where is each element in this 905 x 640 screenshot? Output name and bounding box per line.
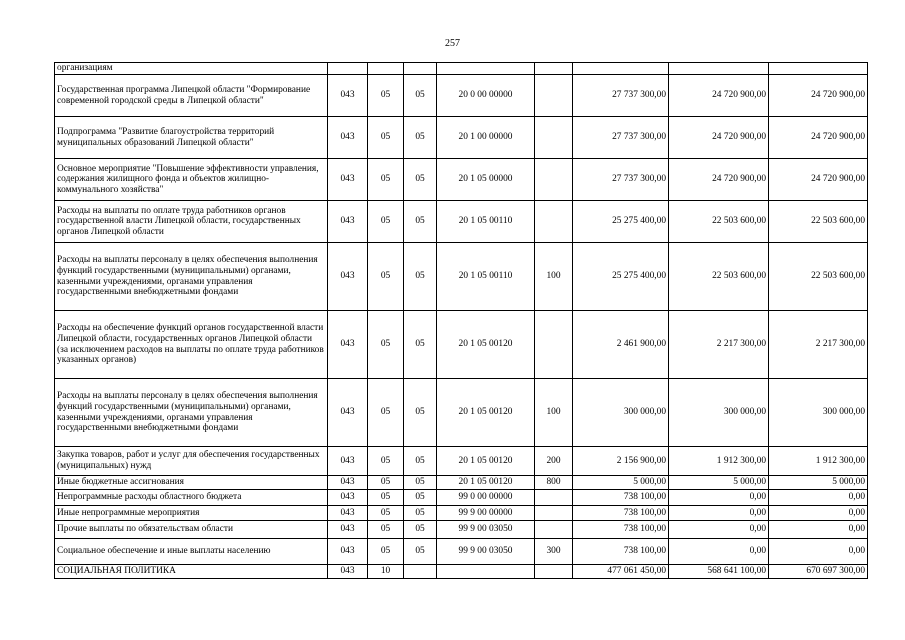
cell-admin-code: 043 bbox=[328, 379, 368, 447]
cell-section: 05 bbox=[368, 75, 404, 117]
cell-sum-year-1: 477 061 450,00 bbox=[573, 565, 669, 579]
cell-sum-year-2: 568 641 100,00 bbox=[669, 565, 769, 579]
cell-target-article: 20 1 05 00120 bbox=[437, 476, 535, 490]
cell-target-article: 20 1 05 00120 bbox=[437, 447, 535, 476]
cell-sum-year-2 bbox=[669, 63, 769, 75]
cell-admin-code: 043 bbox=[328, 311, 368, 379]
cell-section: 05 bbox=[368, 447, 404, 476]
cell-sum-year-1: 25 275 400,00 bbox=[573, 243, 669, 311]
cell-subsection: 05 bbox=[404, 490, 437, 506]
table-row bbox=[55, 565, 868, 579]
cell-name: Основное мероприятие "Повышение эффективности управления, содержания жилищного фонда и объектов жилищно-коммунального хозяйства" bbox=[55, 159, 328, 201]
cell-sum-year-1: 738 100,00 bbox=[573, 521, 669, 539]
cell-sum-year-3: 2 217 300,00 bbox=[769, 311, 868, 379]
cell-subsection: 05 bbox=[404, 159, 437, 201]
cell-name: Государственная программа Липецкой области "Формирование современной городской среды в Липецкой области" bbox=[55, 75, 328, 117]
cell-sum-year-1: 27 737 300,00 bbox=[573, 159, 669, 201]
table-row bbox=[55, 476, 868, 490]
cell-subsection: 05 bbox=[404, 201, 437, 243]
cell-subsection bbox=[404, 63, 437, 75]
cell-sum-year-2: 24 720 900,00 bbox=[669, 75, 769, 117]
cell-sum-year-1: 738 100,00 bbox=[573, 490, 669, 506]
cell-sum-year-2: 0,00 bbox=[669, 506, 769, 521]
table-row bbox=[55, 201, 868, 243]
cell-sum-year-3: 0,00 bbox=[769, 539, 868, 565]
cell-sum-year-3: 22 503 600,00 bbox=[769, 201, 868, 243]
cell-sum-year-3: 24 720 900,00 bbox=[769, 159, 868, 201]
cell-sum-year-1: 738 100,00 bbox=[573, 506, 669, 521]
cell-admin-code: 043 bbox=[328, 447, 368, 476]
cell-name: Прочие выплаты по обязательствам области bbox=[55, 521, 328, 539]
cell-subsection: 05 bbox=[404, 506, 437, 521]
cell-name: Расходы на обеспечение функций органов государственной власти Липецкой области, государственных органов Липецкой области (за исключением расходов на выплаты по оплате труда работников указанных органов) bbox=[55, 311, 328, 379]
cell-expense-type bbox=[535, 565, 573, 579]
cell-expense-type bbox=[535, 63, 573, 75]
table-row bbox=[55, 75, 868, 117]
cell-subsection: 05 bbox=[404, 476, 437, 490]
cell-section bbox=[368, 63, 404, 75]
cell-subsection: 05 bbox=[404, 75, 437, 117]
cell-expense-type bbox=[535, 506, 573, 521]
cell-name: Расходы на выплаты по оплате труда работников органов государственной власти Липецкой области, государственных органов Липецкой области bbox=[55, 201, 328, 243]
cell-sum-year-2: 300 000,00 bbox=[669, 379, 769, 447]
cell-expense-type bbox=[535, 490, 573, 506]
cell-admin-code: 043 bbox=[328, 521, 368, 539]
cell-target-article: 99 9 00 03050 bbox=[437, 521, 535, 539]
cell-sum-year-3: 0,00 bbox=[769, 521, 868, 539]
cell-target-article: 20 1 05 00110 bbox=[437, 243, 535, 311]
cell-subsection: 05 bbox=[404, 243, 437, 311]
cell-admin-code: 043 bbox=[328, 539, 368, 565]
cell-subsection: 05 bbox=[404, 447, 437, 476]
cell-target-article: 99 0 00 00000 bbox=[437, 490, 535, 506]
cell-subsection: 05 bbox=[404, 117, 437, 159]
cell-admin-code: 043 bbox=[328, 476, 368, 490]
cell-expense-type: 300 bbox=[535, 539, 573, 565]
cell-section: 05 bbox=[368, 159, 404, 201]
cell-sum-year-1: 2 156 900,00 bbox=[573, 447, 669, 476]
cell-expense-type bbox=[535, 201, 573, 243]
cell-admin-code: 043 bbox=[328, 159, 368, 201]
cell-expense-type: 800 bbox=[535, 476, 573, 490]
table-row bbox=[55, 311, 868, 379]
cell-target-article: 20 1 05 00000 bbox=[437, 159, 535, 201]
cell-name: Закупка товаров, работ и услуг для обеспечения государственных (муниципальных) нужд bbox=[55, 447, 328, 476]
cell-sum-year-1 bbox=[573, 63, 669, 75]
table-row bbox=[55, 63, 868, 75]
cell-admin-code: 043 bbox=[328, 506, 368, 521]
cell-expense-type bbox=[535, 311, 573, 379]
cell-sum-year-1: 300 000,00 bbox=[573, 379, 669, 447]
cell-section: 05 bbox=[368, 201, 404, 243]
cell-sum-year-2: 0,00 bbox=[669, 521, 769, 539]
cell-sum-year-3: 24 720 900,00 bbox=[769, 75, 868, 117]
table-row bbox=[55, 379, 868, 447]
table-row bbox=[55, 506, 868, 521]
cell-sum-year-3 bbox=[769, 63, 868, 75]
cell-section: 05 bbox=[368, 379, 404, 447]
cell-admin-code: 043 bbox=[328, 75, 368, 117]
cell-expense-type bbox=[535, 159, 573, 201]
cell-sum-year-3: 0,00 bbox=[769, 506, 868, 521]
page-number: 257 bbox=[445, 38, 460, 49]
cell-name: Расходы на выплаты персоналу в целях обеспечения выполнения функций государственными (муниципальными) органами, казенными учреждениями, органами управления государственными внебюджетными фондами bbox=[55, 379, 328, 447]
cell-sum-year-2: 22 503 600,00 bbox=[669, 243, 769, 311]
cell-sum-year-2: 0,00 bbox=[669, 490, 769, 506]
cell-name: Расходы на выплаты персоналу в целях обеспечения выполнения функций государственными (муниципальными) органами, казенными учреждениями, органами управления государственными внебюджетными фондами bbox=[55, 243, 328, 311]
table-row bbox=[55, 117, 868, 159]
cell-sum-year-2: 2 217 300,00 bbox=[669, 311, 769, 379]
cell-admin-code: 043 bbox=[328, 201, 368, 243]
cell-expense-type bbox=[535, 117, 573, 159]
cell-sum-year-3: 5 000,00 bbox=[769, 476, 868, 490]
cell-target-article bbox=[437, 63, 535, 75]
cell-admin-code: 043 bbox=[328, 117, 368, 159]
budget-table bbox=[54, 62, 868, 579]
cell-section: 05 bbox=[368, 506, 404, 521]
cell-sum-year-2: 22 503 600,00 bbox=[669, 201, 769, 243]
cell-subsection: 05 bbox=[404, 521, 437, 539]
cell-admin-code: 043 bbox=[328, 565, 368, 579]
cell-sum-year-3: 670 697 300,00 bbox=[769, 565, 868, 579]
cell-section: 05 bbox=[368, 521, 404, 539]
cell-sum-year-3: 24 720 900,00 bbox=[769, 117, 868, 159]
cell-admin-code: 043 bbox=[328, 243, 368, 311]
cell-sum-year-2: 1 912 300,00 bbox=[669, 447, 769, 476]
cell-section: 05 bbox=[368, 490, 404, 506]
cell-target-article bbox=[437, 565, 535, 579]
cell-target-article: 20 0 00 00000 bbox=[437, 75, 535, 117]
cell-sum-year-1: 27 737 300,00 bbox=[573, 117, 669, 159]
cell-expense-type: 200 bbox=[535, 447, 573, 476]
cell-target-article: 99 9 00 03050 bbox=[437, 539, 535, 565]
cell-subsection bbox=[404, 565, 437, 579]
cell-name: организациям bbox=[55, 63, 328, 75]
cell-sum-year-1: 5 000,00 bbox=[573, 476, 669, 490]
cell-name: Иные непрограммные мероприятия bbox=[55, 506, 328, 521]
cell-sum-year-3: 0,00 bbox=[769, 490, 868, 506]
cell-sum-year-3: 22 503 600,00 bbox=[769, 243, 868, 311]
cell-target-article: 20 1 00 00000 bbox=[437, 117, 535, 159]
cell-section: 05 bbox=[368, 476, 404, 490]
cell-sum-year-1: 25 275 400,00 bbox=[573, 201, 669, 243]
cell-section: 05 bbox=[368, 311, 404, 379]
cell-sum-year-3: 300 000,00 bbox=[769, 379, 868, 447]
cell-subsection: 05 bbox=[404, 379, 437, 447]
cell-expense-type bbox=[535, 521, 573, 539]
cell-name: СОЦИАЛЬНАЯ ПОЛИТИКА bbox=[55, 565, 328, 579]
cell-section: 10 bbox=[368, 565, 404, 579]
cell-sum-year-1: 2 461 900,00 bbox=[573, 311, 669, 379]
cell-sum-year-2: 0,00 bbox=[669, 539, 769, 565]
cell-name: Иные бюджетные ассигнования bbox=[55, 476, 328, 490]
cell-section: 05 bbox=[368, 243, 404, 311]
cell-sum-year-2: 5 000,00 bbox=[669, 476, 769, 490]
cell-target-article: 20 1 05 00120 bbox=[437, 311, 535, 379]
cell-name: Социальное обеспечение и иные выплаты населению bbox=[55, 539, 328, 565]
cell-name: Непрограммные расходы областного бюджета bbox=[55, 490, 328, 506]
cell-sum-year-2: 24 720 900,00 bbox=[669, 159, 769, 201]
cell-expense-type: 100 bbox=[535, 379, 573, 447]
cell-name: Подпрограмма "Развитие благоустройства территорий муниципальных образований Липецкой области" bbox=[55, 117, 328, 159]
cell-subsection: 05 bbox=[404, 311, 437, 379]
table-row bbox=[55, 243, 868, 311]
table-row bbox=[55, 159, 868, 201]
cell-sum-year-1: 738 100,00 bbox=[573, 539, 669, 565]
cell-admin-code bbox=[328, 63, 368, 75]
cell-subsection: 05 bbox=[404, 539, 437, 565]
cell-target-article: 99 9 00 00000 bbox=[437, 506, 535, 521]
cell-expense-type bbox=[535, 75, 573, 117]
cell-sum-year-3: 1 912 300,00 bbox=[769, 447, 868, 476]
cell-admin-code: 043 bbox=[328, 490, 368, 506]
cell-sum-year-1: 27 737 300,00 bbox=[573, 75, 669, 117]
budget-table-body bbox=[55, 63, 868, 579]
cell-expense-type: 100 bbox=[535, 243, 573, 311]
table-row bbox=[55, 447, 868, 476]
cell-target-article: 20 1 05 00120 bbox=[437, 379, 535, 447]
table-row bbox=[55, 539, 868, 565]
table-row bbox=[55, 521, 868, 539]
table-row bbox=[55, 490, 868, 506]
cell-section: 05 bbox=[368, 117, 404, 159]
cell-section: 05 bbox=[368, 539, 404, 565]
cell-sum-year-2: 24 720 900,00 bbox=[669, 117, 769, 159]
cell-target-article: 20 1 05 00110 bbox=[437, 201, 535, 243]
